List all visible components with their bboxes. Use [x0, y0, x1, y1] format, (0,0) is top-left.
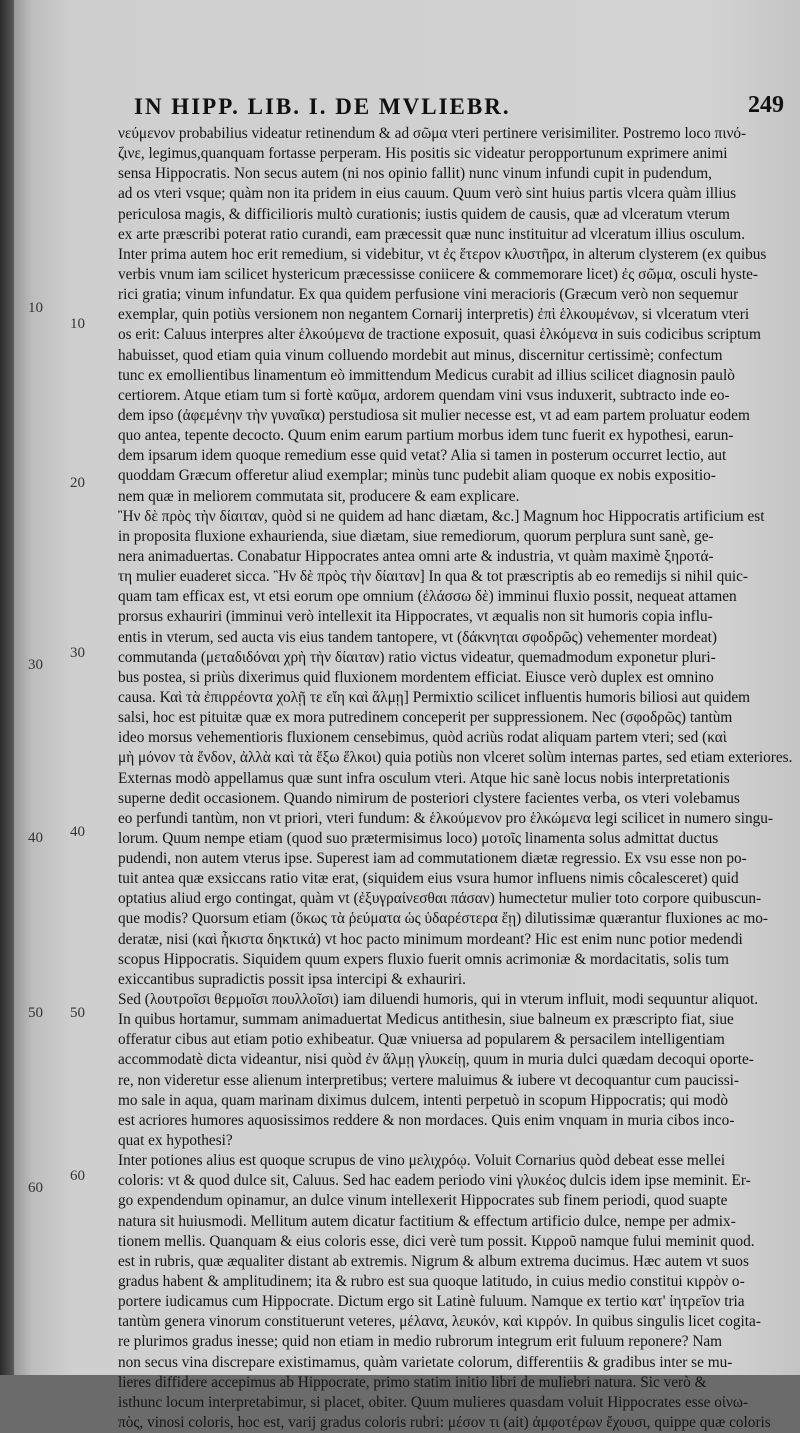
text-line: nera animaduertas. Conabatur Hippocrates antea omni arte & industria, vt quàm maximè ξηροτά-: [118, 547, 714, 565]
text-line: lorum. Quum nempe etiam (quod suo prætermisimus loco) μοτοῖς linamenta solus admittat ductus: [118, 829, 719, 847]
text-line: in proposita fluxione exhaurienda, siue diætam, siue remediorum, quorum perplura sunt sanè, ge-: [118, 527, 714, 545]
text-line: Externas modò appellamus quæ sunt infra osculum vteri. Atque hic sanè locus nobis interpretationis: [118, 769, 730, 787]
text-line: mo sale in aqua, quam marinam diximus dulcem, intenti perpetuò in scopum Hippocratis; qui modò: [118, 1091, 729, 1109]
text-line: certiorem. Atque etiam tum si fortè καῦμα, ardorem quendam vini vsus induxerit, subtracto inde eo-: [118, 386, 730, 404]
margin-line-number: 50: [70, 1005, 85, 1021]
text-line: quoddam Græcum offeretur aliud exemplar; minùs tunc pudebit aliam quoque ex nobis expositio-: [118, 467, 716, 485]
text-line: bus postea, si priùs dixerimus quid fluxionem mordentem efficiat. Eiusce verò duplex est omnino: [118, 668, 714, 686]
margin-line-number: 60: [28, 1180, 43, 1196]
text-line: lieres diffidere accepimus ab Hippocrate, primo statim initio libri de muliebri natura. Sic verò &: [118, 1373, 707, 1391]
text-line: salsi, hoc est pituitæ quæ ex mora putredinem conceperit per suppressionem. Nec (σφοδρῶς) tantùm: [118, 709, 733, 727]
text-line: νεύμενον probabilius videatur retinendum & ad σῶμα vteri pertinere verisimiliter. Postremo loco πινό-: [118, 125, 747, 142]
margin-line-number: 40: [70, 824, 85, 840]
text-line: tuit antea quæ exsiccans ratio vitæ erat, (siquidem eius vsura humor influens nimis côcalesceret) quid: [118, 870, 739, 888]
text-line: ad os vteri vsque; quàm non ita pridem in eius cauum. Quum verò sint huius partis vlcera quàm illius: [118, 185, 737, 203]
text-line: verbis vnum iam scilicet hystericum præcessisse coniicere & commemorare licet) ἐς σῶμα, osculi hyste-: [118, 265, 759, 283]
text-line: re, non videretur esse alienum interpretibus; vertere maluimus & iubere vt decoquantur cum paucissi-: [118, 1071, 740, 1089]
text-line: τη mulier euaderet sicca. Ἢν δὲ πρὸς τὴν δίαιταν] In qua & tot præscriptis ab eo remedijs si nihil quic-: [118, 568, 749, 586]
text-line: Sed (λουτροῖσι θερμοῖσι πουλλοῖσι) iam diluendi humoris, qui in vterum influit, modi sequuntur aliquot.: [118, 991, 759, 1009]
text-line: os erit: Caluus interpres alter ἑλκούμενα de tractione exposuit, quasi ἑλκόμενα in suis codicibus scriptum: [118, 326, 761, 344]
text-line: Ἢν δὲ πρὸς τὴν δίαιταν, quòd si ne quidem ad hanc diætam, &c.] Magnum hoc Hippocratis artificium est: [118, 507, 765, 525]
text-line: nem quæ in meliorem commutata sit, producere & eam explicare.: [118, 487, 520, 505]
book-spine: [0, 0, 14, 1375]
margin-line-number: 10: [70, 316, 85, 332]
text-line: exemplar, quin potiùs versionem non negantem Cornarij interpretis) ἐπὶ ἑλκουμένων, si vlceratum vteri: [118, 306, 750, 324]
text-line: tunc ex emollientibus linamentum eò immittendum Medicus curabit ad illius scilicet diagnosin paulò: [118, 366, 735, 384]
text-line: accommodatè dicta videantur, nisi quòd ἐν ἅλμῃ γλυκείῃ, quum in muria dulci quædam decoqui oporte-: [118, 1051, 754, 1069]
text-line: coloris: vt & quod dulce sit, Caluus. Sed hac eadem periodo vini γλυκέος dulcis idem ipse meminit. Er-: [118, 1172, 751, 1190]
text-line: tantùm genera vinorum constituerunt veteres, μέλανα, λευκόν, καὶ κιρρόν. In quibus singulis licet cogita-: [118, 1313, 761, 1331]
text-line: natura sit huiusmodi. Mellitum autem dicatur factitium & effectum artificio dulce, nempe per admix-: [118, 1212, 736, 1230]
text-line: In quibus hortamur, summam animaduertat Medicus antithesin, siue balneum ex præscripto fiat, siue: [118, 1011, 734, 1029]
text-line: Inter potiones alius est quoque scrupus de vino μελιχρόῳ. Voluit Cornarius quòd debeat esse mellei: [118, 1152, 726, 1170]
text-line: re plurimos gradus inesse; quid non etiam in medio rubrorum integrum erit fuluum reponere? Nam: [118, 1333, 723, 1351]
text-line: ex arte præscribi poterat ratio curandi, eam præcessit quæ nunc instituitur ad vlceratum illius osculum.: [118, 225, 746, 243]
text-line: dem ipso (ἀφεμένην τὴν γυναῖκα) perstudiosa sit mulier necesse est, vt ad eam partem proluatur eodem: [118, 406, 750, 424]
text-line: rici gratia; vinum infundatur. Ex qua quidem perfusione vini meracioris (Græcum verò non sequemur: [118, 286, 739, 304]
text-line: superne dedit occasionem. Quando nimirum de posteriori clystere facientes verba, os vteri volebamus: [118, 789, 740, 807]
margin-line-number: 30: [28, 657, 43, 673]
text-line: pudendi, non autem vterus ipse. Superest iam ad commutationem diætæ regressio. Ex vsu esse non po-: [118, 850, 747, 868]
text-line: quo antea, tepente decocto. Quum enim earum partium morbus idem tunc fuerit ex hypothesi, earun-: [118, 427, 734, 445]
text-line: gradus habent & amplitudinem; ita & rubro est sua quoque latitudo, in cuius medio constitui κιρρὸν o-: [118, 1273, 745, 1291]
text-line: offeratur cibus aut etiam potio exhibeatur. Quæ vniuersa ad popularem & persacilem intelligentiam: [118, 1031, 725, 1049]
book-page: [14, 0, 800, 1431]
text-line: optatius aliud ergo contingat, quàm vt (ἐξυγραίνεσθαι πάσαν) humectetur mulier toto corpore quibuscun-: [118, 890, 762, 908]
text-line: eo perfundi tantùm, non vt priori, vteri fundum: & ἑλκούμενον pro ἑλκώμενα legi scilicet in numero singu-: [118, 809, 774, 827]
margin-line-number: 10: [28, 300, 43, 316]
text-line: sensa Hippocratis. Non secus autem (ni nos opinio fallit) nunc vinum infundi cupit in pudendum,: [118, 165, 712, 183]
text-line: quat ex hypothesi?: [118, 1132, 233, 1150]
margin-line-number: 20: [70, 475, 85, 491]
text-line: exiccantibus supradictis possit ipsa intercipi & exhauriri.: [118, 970, 466, 988]
text-line: go expendendum opinamur, an dulce vinum intellexerit Hippocrates sub finem periodi, quod suapte: [118, 1192, 728, 1210]
text-line: periculosa magis, & difficilioris multò curationis; iustis quidem de causis, quæ ad vlceratum vterum: [118, 205, 730, 223]
text-line: ideo morsus vehementioris fluxionem censebimus, quòd acriùs rodat aliquam partem vteri; sed (καὶ: [118, 729, 727, 747]
text-line: commutanda (μεταδιδόναι χρὴ τὴν δίαιταν) ratio victus videatur, quemadmodum exponetur pluri-: [118, 648, 716, 666]
text-line: πὸς, vinosi coloris, hoc est, varij gradus coloris rubri: μέσον τι (ait) ἀμφοτέρων ἔχουσι, quippe quæ coloris: [118, 1414, 771, 1431]
text-line: μὴ μόνον τὰ ἔνδον, ἀλλὰ καὶ τὰ ἔξω ἕλκοι) quia potiùs non vlceret solùm internas partes, sed etiam exteriores.: [118, 749, 793, 767]
page-number: 249: [748, 92, 784, 118]
text-line: Inter prima autem hoc erit remedium, si videbitur, vt ἐς ἕτερον κλυστῆρα, in alterum clysterem (ex quibus: [118, 245, 767, 263]
text-line: non secus vina discrepare existimamus, quàm varietate colorum, differentiis & gradibus inter se mu-: [118, 1353, 733, 1371]
running-head: IN HIPP. LIB. I. DE MVLIEBR.: [134, 94, 511, 119]
text-line: quam tam efficax est, vt etsi eorum ope omnium (ἐλάσσω δὲ) imminui fluxio possit, nequeat attamen: [118, 588, 737, 606]
page-header: [114, 94, 794, 124]
text-line: portere iudicamus cum Hippocrate. Dictum ergo sit Latinè fuluum. Namque ex tertio κατ' ἰητρεῖον tria: [118, 1293, 745, 1311]
text-line: deratæ, nisi (καὶ ἧκιστα δηκτικά) vt hoc pacto minimum mordeant? Hic est enim nunc potior medendi: [118, 930, 743, 948]
text-line: que modis? Quorsum etiam (ὅκως τὰ ῥεύματα ὡς ὑδαρέστερα ἔῃ) dilutissimæ quærantur fluxiones ac mo-: [118, 910, 769, 928]
text-line: entis in vterum, sed aucta vis eius tandem tantopere, vt (δάκνηται σφοδρῶς) vehementer mordeat): [118, 628, 718, 646]
text-line: prorsus exhauriri (imminui verò intellexit ita Hippocrates, vt æqualis non sit humoris copia influ-: [118, 608, 713, 626]
text-line: dem ipsarum idem quoque remedium esse quid vetat? Alia si tamen in posterum occurret lectio, aut: [118, 447, 727, 465]
margin-line-number: 50: [28, 1005, 43, 1021]
margin-line-number: 60: [70, 1168, 85, 1184]
text-line: isthunc locum interpretabimur, si placet, obiter. Quum mulieres quasdam voluit Hippocrates esse οἰνω-: [118, 1393, 749, 1411]
margin-line-number: 30: [70, 645, 85, 661]
text-line: est in rubris, quæ æqualiter distant ab extremis. Nigrum & album extrema ducimus. Hæc autem vt suos: [118, 1252, 749, 1270]
text-line: causa. Καὶ τὰ ἐπιρρέοντα χολῇ τε εἴη καὶ ἅλμῃ] Permixtio scilicet influentis humoris biliosi aut quidem: [118, 688, 751, 706]
text-line: scopus Hippocratis. Siquidem quum expers fluxio fuerit omnis acrimoniæ & mordacitatis, solis tum: [118, 950, 729, 968]
text-line: habuisset, quod etiam quia vinum colluendo mordebit aut minus, discernitur certissimè; confectum: [118, 346, 723, 364]
text-line: tionem mellis. Quanquam & eius coloris esse, dici verè tum possit. Κιρροῦ namque fului meminit quod.: [118, 1232, 755, 1250]
text-line: ζινε, legimus,quanquam fortasse perperam. His positis sic videatur peropportunum exprimere animi: [118, 145, 728, 163]
text-line: est acriores humores aquosissimos reddere & non mordaces. Quis enim vnquam in muria cibos inco-: [118, 1111, 735, 1129]
body-text: [118, 124, 798, 1433]
margin-line-number: 40: [28, 830, 43, 846]
